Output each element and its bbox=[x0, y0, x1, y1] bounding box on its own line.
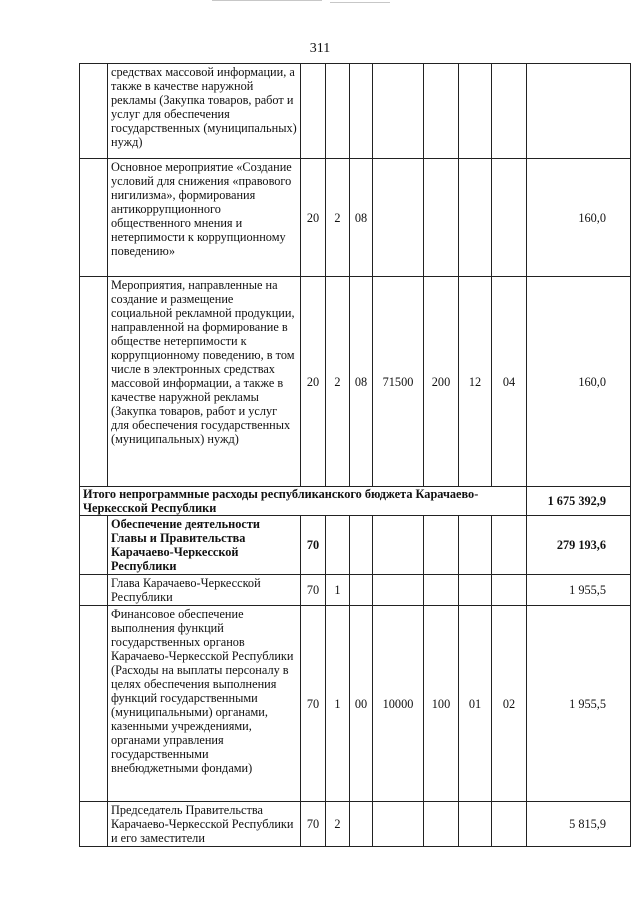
index-cell bbox=[80, 606, 108, 802]
code-cell: 12 bbox=[459, 277, 492, 487]
code-cell bbox=[373, 516, 424, 575]
code-cell bbox=[373, 159, 424, 277]
code-cell bbox=[459, 64, 492, 159]
expense-name: Председатель Правительства Карачаево-Черкесской Республики и его заместители bbox=[108, 802, 301, 847]
expense-name: Финансовое обеспечение выполнения функций государственных органов Карачаево-Черкесской Республики (Расходы на выплаты персоналу в целях обеспечения выполнения функций государственными (муниципальными) органами, казенными учреждениями, органами управления государственными внебюджетными фондами) bbox=[108, 606, 301, 802]
amount-cell: 160,0 bbox=[527, 277, 631, 487]
index-cell bbox=[80, 516, 108, 575]
expense-name: Обеспечение деятельности Главы и Правительства Карачаево-Черкесской Республики bbox=[108, 516, 301, 575]
table-row bbox=[80, 606, 631, 802]
code-cell bbox=[350, 575, 373, 606]
code-cell: 02 bbox=[492, 606, 527, 802]
code-cell bbox=[459, 159, 492, 277]
expense-name: средствах массовой информации, а также в качестве наружной рекламы (Закупка товаров, работ и услуг для обеспечения государственных (муниципальных) нужд) bbox=[108, 64, 301, 159]
amount-cell: 1 955,5 bbox=[527, 575, 631, 606]
code-cell: 1 bbox=[326, 575, 350, 606]
amount-cell: 160,0 bbox=[527, 159, 631, 277]
amount-cell: 5 815,9 bbox=[527, 802, 631, 847]
code-cell: 01 bbox=[459, 606, 492, 802]
code-cell: 2 bbox=[326, 802, 350, 847]
code-cell: 100 bbox=[424, 606, 459, 802]
code-cell bbox=[492, 516, 527, 575]
amount-cell bbox=[527, 64, 631, 159]
summary-label: Итого непрограммные расходы республиканского бюджета Карачаево-Черкесской Республики bbox=[80, 487, 527, 516]
code-cell bbox=[350, 516, 373, 575]
section-row bbox=[80, 516, 631, 575]
code-cell bbox=[350, 802, 373, 847]
scan-mark bbox=[330, 2, 390, 3]
index-cell bbox=[80, 159, 108, 277]
expense-name: Мероприятия, направленные на создание и размещение социальной рекламной продукции, направленной на формирование в обществе нетерпимости к коррупционному поведению, в том числе в электронных средствах массовой информации, а также в качестве наружной рекламы (Закупка товаров, работ и услуг для обеспечения государственных (муниципальных) нужд) bbox=[108, 277, 301, 487]
code-cell: 00 bbox=[350, 606, 373, 802]
expense-name: Основное мероприятие «Создание условий для снижения «правового нигилизма», формирования антикоррупционного общественного мнения и нетерпимости к коррупционному поведению» bbox=[108, 159, 301, 277]
code-cell bbox=[373, 64, 424, 159]
code-cell: 200 bbox=[424, 277, 459, 487]
expense-name: Глава Карачаево-Черкесской Республики bbox=[108, 575, 301, 606]
code-cell bbox=[459, 802, 492, 847]
code-cell bbox=[424, 802, 459, 847]
code-cell bbox=[492, 64, 527, 159]
code-cell bbox=[350, 64, 373, 159]
code-cell: 08 bbox=[350, 159, 373, 277]
table-row bbox=[80, 802, 631, 847]
code-cell bbox=[424, 575, 459, 606]
code-cell: 20 bbox=[301, 159, 326, 277]
code-cell: 2 bbox=[326, 277, 350, 487]
code-cell: 04 bbox=[492, 277, 527, 487]
index-cell bbox=[80, 64, 108, 159]
code-cell: 70 bbox=[301, 606, 326, 802]
code-cell: 1 bbox=[326, 606, 350, 802]
summary-row bbox=[80, 487, 631, 516]
index-cell bbox=[80, 575, 108, 606]
code-cell: 70 bbox=[301, 802, 326, 847]
code-cell bbox=[326, 516, 350, 575]
code-cell: 70 bbox=[301, 516, 326, 575]
page-number: 311 bbox=[309, 41, 331, 56]
code-cell bbox=[326, 64, 350, 159]
code-cell: 10000 bbox=[373, 606, 424, 802]
code-cell bbox=[492, 802, 527, 847]
amount-cell: 1 955,5 bbox=[527, 606, 631, 802]
code-cell: 08 bbox=[350, 277, 373, 487]
code-cell bbox=[301, 64, 326, 159]
scan-mark bbox=[212, 0, 322, 1]
table-row bbox=[80, 64, 631, 159]
code-cell bbox=[492, 159, 527, 277]
code-cell bbox=[459, 575, 492, 606]
amount-cell: 279 193,6 bbox=[527, 516, 631, 575]
code-cell bbox=[424, 159, 459, 277]
summary-amount: 1 675 392,9 bbox=[527, 487, 631, 516]
code-cell bbox=[492, 575, 527, 606]
table-row bbox=[80, 575, 631, 606]
code-cell bbox=[373, 802, 424, 847]
code-cell: 20 bbox=[301, 277, 326, 487]
code-cell bbox=[373, 575, 424, 606]
index-cell bbox=[80, 277, 108, 487]
code-cell: 70 bbox=[301, 575, 326, 606]
code-cell bbox=[424, 64, 459, 159]
code-cell bbox=[424, 516, 459, 575]
table-row bbox=[80, 277, 631, 487]
table-row bbox=[80, 159, 631, 277]
index-cell bbox=[80, 802, 108, 847]
budget-table bbox=[79, 63, 631, 847]
code-cell: 2 bbox=[326, 159, 350, 277]
code-cell bbox=[459, 516, 492, 575]
code-cell: 71500 bbox=[373, 277, 424, 487]
